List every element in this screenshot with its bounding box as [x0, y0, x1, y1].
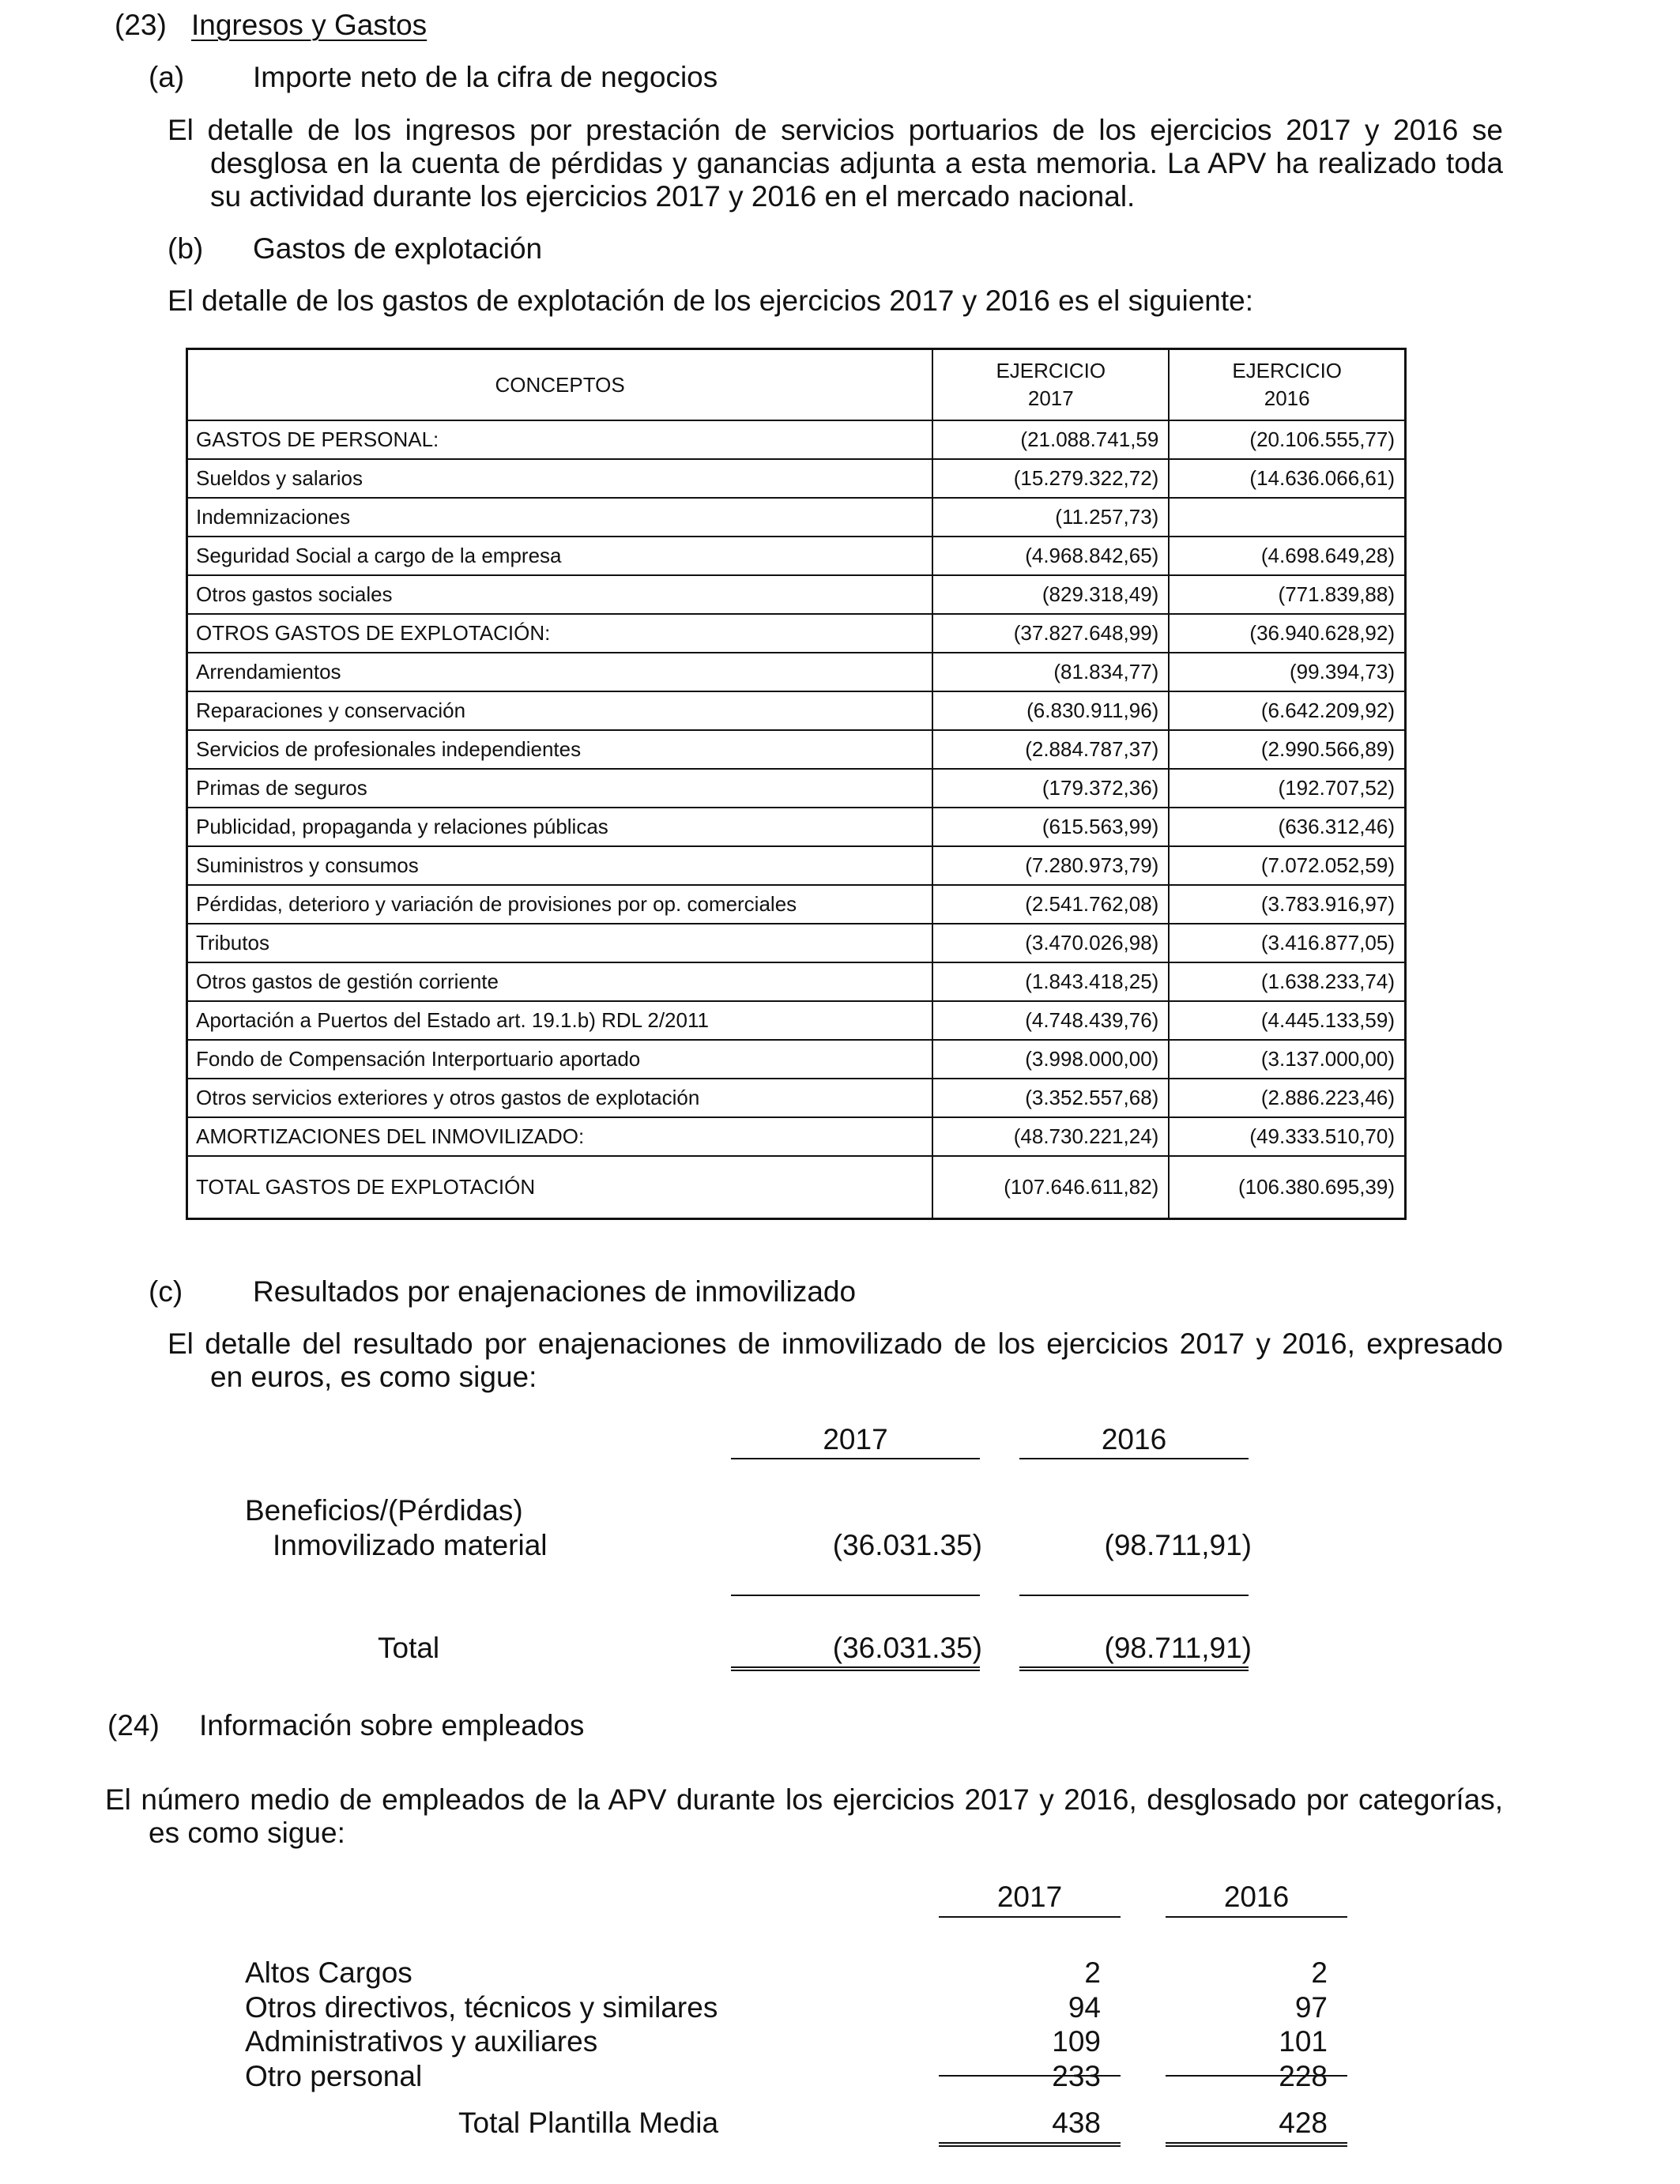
- table-row: [187, 498, 1406, 537]
- cell-2017: (1.843.418,25): [932, 962, 1169, 1001]
- cell-2017: (2.884.787,37): [932, 730, 1169, 769]
- cell-concept: Suministros y consumos: [187, 846, 933, 885]
- cell-2016: (3.137.000,00): [1169, 1040, 1405, 1079]
- section-24-line-1: El número medio de empleados de la APV durante los ejercicios 2017 y 2016, desglosado por categorías,: [105, 1783, 1503, 1816]
- subsection-c-label: (c): [149, 1275, 183, 1308]
- cell-2016: (20.106.555,77): [1169, 420, 1405, 459]
- cell-2016: [1169, 498, 1405, 537]
- employees-total-double-rule-2016: [1166, 2142, 1347, 2147]
- disposals-total-label: Total: [378, 1632, 440, 1664]
- employees-header-rule-2017: [939, 1916, 1121, 1918]
- cell-2016: (192.707,52): [1169, 769, 1405, 808]
- cell-2016: (6.642.209,92): [1169, 691, 1405, 730]
- cell-2017: (11.257,73): [932, 498, 1169, 537]
- cell-concept: Tributos: [187, 924, 933, 962]
- table-row: [187, 1079, 1406, 1117]
- cell-concept: Pérdidas, deterioro y variación de provisiones por op. comerciales: [187, 885, 933, 924]
- disposals-col-2017: 2017: [823, 1423, 888, 1455]
- disposals-row-label: Inmovilizado material: [273, 1529, 548, 1561]
- subsection-a-label: (a): [149, 61, 185, 93]
- cell-2017: (81.834,77): [932, 653, 1169, 691]
- cell-concept: Aportación a Puertos del Estado art. 19.1.b) RDL 2/2011: [187, 1001, 933, 1040]
- employees-row-2017: 94: [1068, 1991, 1101, 2024]
- cell-concept: Arrendamientos: [187, 653, 933, 691]
- employees-row-label: Otros directivos, técnicos y similares: [245, 1991, 718, 2024]
- employees-row-label: Administrativos y auxiliares: [245, 2025, 598, 2058]
- cell-2017: (21.088.741,59: [932, 420, 1169, 459]
- header-2017-line1: EJERCICIO: [996, 358, 1106, 382]
- employees-row-2017: 109: [1052, 2025, 1101, 2058]
- disposals-header-rule-2017: [731, 1458, 980, 1459]
- table-row: [187, 614, 1406, 653]
- cell-2017: (37.827.648,99): [932, 614, 1169, 653]
- total-2016: (106.380.695,39): [1169, 1156, 1405, 1219]
- table-row: [187, 459, 1406, 498]
- cell-2016: (7.072.052,59): [1169, 846, 1405, 885]
- subsection-c-line-2: en euros, es como sigue:: [210, 1361, 537, 1393]
- disposals-row-2016: (98.711,91): [1104, 1529, 1252, 1561]
- cell-2017: (829.318,49): [932, 575, 1169, 614]
- cell-concept: Sueldos y salarios: [187, 459, 933, 498]
- cell-concept: Seguridad Social a cargo de la empresa: [187, 537, 933, 575]
- employees-row-2016: 101: [1279, 2025, 1328, 2058]
- cell-2016: (1.638.233,74): [1169, 962, 1405, 1001]
- subsection-a-line-3: su actividad durante los ejercicios 2017 y 2016 en el mercado nacional.: [210, 180, 1136, 213]
- disposals-total-double-rule-2016: [1019, 1666, 1249, 1671]
- cell-concept: Otros servicios exteriores y otros gastos de explotación: [187, 1079, 933, 1117]
- cell-concept: Reparaciones y conservación: [187, 691, 933, 730]
- total-concept: TOTAL GASTOS DE EXPLOTACIÓN: [187, 1156, 933, 1219]
- cell-2017: (48.730.221,24): [932, 1117, 1169, 1156]
- operating-expenses-table: [186, 348, 1407, 1220]
- employees-row-2017: 233: [1052, 2060, 1101, 2092]
- cell-2016: (2.886.223,46): [1169, 1079, 1405, 1117]
- employees-row-2016: 97: [1294, 1991, 1328, 2024]
- disposals-total-2017: (36.031.35): [832, 1632, 982, 1664]
- table-row: [187, 1001, 1406, 1040]
- table-row: [187, 653, 1406, 691]
- cell-2017: (4.968.842,65): [932, 537, 1169, 575]
- employees-row-2016: 228: [1279, 2060, 1328, 2092]
- cell-concept: Fondo de Compensación Interportuario aportado: [187, 1040, 933, 1079]
- cell-2017: (3.352.557,68): [932, 1079, 1169, 1117]
- cell-concept: Indemnizaciones: [187, 498, 933, 537]
- cell-concept: OTROS GASTOS DE EXPLOTACIÓN:: [187, 614, 933, 653]
- disposals-total-double-rule-2017: [731, 1666, 980, 1671]
- table-header-row: [187, 349, 1406, 420]
- employees-total-double-rule-2017: [939, 2142, 1121, 2147]
- employees-col-2016: 2016: [1223, 1881, 1290, 1913]
- header-2017-line2: 2017: [1027, 386, 1074, 410]
- employees-subtotal-rule-2016: [1166, 2075, 1347, 2077]
- cell-2017: (615.563,99): [932, 808, 1169, 846]
- employees-total-2016: 428: [1279, 2107, 1328, 2139]
- table-row: [187, 885, 1406, 924]
- cell-2016: (4.698.649,28): [1169, 537, 1405, 575]
- cell-2016: (2.990.566,89): [1169, 730, 1405, 769]
- disposals-group-label: Beneficios/(Pérdidas): [245, 1494, 523, 1527]
- table-row: [187, 962, 1406, 1001]
- employees-row-2017: 2: [1084, 1956, 1101, 1989]
- cell-2017: (179.372,36): [932, 769, 1169, 808]
- cell-concept: Primas de seguros: [187, 769, 933, 808]
- cell-concept: Otros gastos sociales: [187, 575, 933, 614]
- header-2016-line2: 2016: [1264, 386, 1310, 410]
- header-2016-line1: EJERCICIO: [1232, 358, 1343, 382]
- disposals-row-2017: (36.031.35): [832, 1529, 982, 1561]
- subsection-b-label: (b): [168, 232, 204, 265]
- cell-2017: (6.830.911,96): [932, 691, 1169, 730]
- cell-concept: GASTOS DE PERSONAL:: [187, 420, 933, 459]
- employees-total-label: Total Plantilla Media: [458, 2107, 719, 2139]
- section-24-line-2: es como sigue:: [149, 1817, 345, 1849]
- cell-2017: (15.279.322,72): [932, 459, 1169, 498]
- cell-2016: (99.394,73): [1169, 653, 1405, 691]
- cell-2016: (771.839,88): [1169, 575, 1405, 614]
- cell-2016: (3.783.916,97): [1169, 885, 1405, 924]
- subsection-a-line-1: El detalle de los ingresos por prestación de servicios portuarios de los ejercicios 2017 y 2016 se: [168, 114, 1503, 146]
- cell-2016: (636.312,46): [1169, 808, 1405, 846]
- employees-col-2017: 2017: [996, 1881, 1063, 1913]
- cell-2016: (4.445.133,59): [1169, 1001, 1405, 1040]
- table-row: [187, 537, 1406, 575]
- cell-2017: (7.280.973,79): [932, 846, 1169, 885]
- section-24-number: (24): [107, 1709, 160, 1742]
- disposals-total-2016: (98.711,91): [1104, 1632, 1252, 1664]
- subsection-c-title: Resultados por enajenaciones de inmovilizado: [253, 1275, 857, 1308]
- table-row: [187, 575, 1406, 614]
- cell-2017: (3.470.026,98): [932, 924, 1169, 962]
- cell-2016: (49.333.510,70): [1169, 1117, 1405, 1156]
- cell-2016: (3.416.877,05): [1169, 924, 1405, 962]
- table-row: [187, 846, 1406, 885]
- employees-header-rule-2016: [1166, 1916, 1347, 1918]
- table-body: [187, 420, 1406, 1219]
- section-24-title: Información sobre empleados: [199, 1709, 585, 1742]
- total-2017: (107.646.611,82): [932, 1156, 1169, 1219]
- cell-concept: Servicios de profesionales independientes: [187, 730, 933, 769]
- cell-2017: (3.998.000,00): [932, 1040, 1169, 1079]
- disposals-subtotal-rule-2017: [731, 1595, 980, 1596]
- cell-concept: Publicidad, propaganda y relaciones públicas: [187, 808, 933, 846]
- cell-2017: (4.748.439,76): [932, 1001, 1169, 1040]
- header-2016: [1169, 349, 1405, 420]
- header-concepts: CONCEPTOS: [187, 349, 933, 420]
- subsection-a-line-2: desglosa en la cuenta de pérdidas y ganancias adjunta a esta memoria. La APV ha realizado toda: [210, 147, 1503, 179]
- cell-2017: (2.541.762,08): [932, 885, 1169, 924]
- subsection-b-intro: El detalle de los gastos de explotación de los ejercicios 2017 y 2016 es el siguiente:: [168, 284, 1253, 317]
- header-2017: [932, 349, 1169, 420]
- disposals-subtotal-rule-2016: [1019, 1595, 1249, 1596]
- cell-2016: (14.636.066,61): [1169, 459, 1405, 498]
- table-total-row: [187, 1156, 1406, 1219]
- employees-subtotal-rule-2017: [939, 2075, 1121, 2077]
- cell-2016: (36.940.628,92): [1169, 614, 1405, 653]
- employees-row-label: Otro personal: [245, 2060, 423, 2092]
- employees-row-2016: 2: [1311, 1956, 1328, 1989]
- table-row: [187, 691, 1406, 730]
- section-23-number: (23): [115, 9, 167, 41]
- cell-concept: Otros gastos de gestión corriente: [187, 962, 933, 1001]
- subsection-c-line-1: El detalle del resultado por enajenaciones de inmovilizado de los ejercicios 2017 y 2016, expresado: [168, 1327, 1503, 1360]
- table-row: [187, 924, 1406, 962]
- cell-concept: AMORTIZACIONES DEL INMOVILIZADO:: [187, 1117, 933, 1156]
- table-row: [187, 420, 1406, 459]
- disposals-col-2016: 2016: [1101, 1423, 1167, 1455]
- employees-row-label: Altos Cargos: [245, 1956, 412, 1989]
- table-row: [187, 769, 1406, 808]
- table-row: [187, 730, 1406, 769]
- subsection-b-title: Gastos de explotación: [253, 232, 543, 265]
- table-row: [187, 1040, 1406, 1079]
- employees-total-2017: 438: [1052, 2107, 1101, 2139]
- table-row: [187, 1117, 1406, 1156]
- disposals-header-rule-2016: [1019, 1458, 1249, 1459]
- subsection-a-title: Importe neto de la cifra de negocios: [253, 61, 718, 93]
- table-row: [187, 808, 1406, 846]
- section-23-title: Ingresos y Gastos: [191, 9, 428, 41]
